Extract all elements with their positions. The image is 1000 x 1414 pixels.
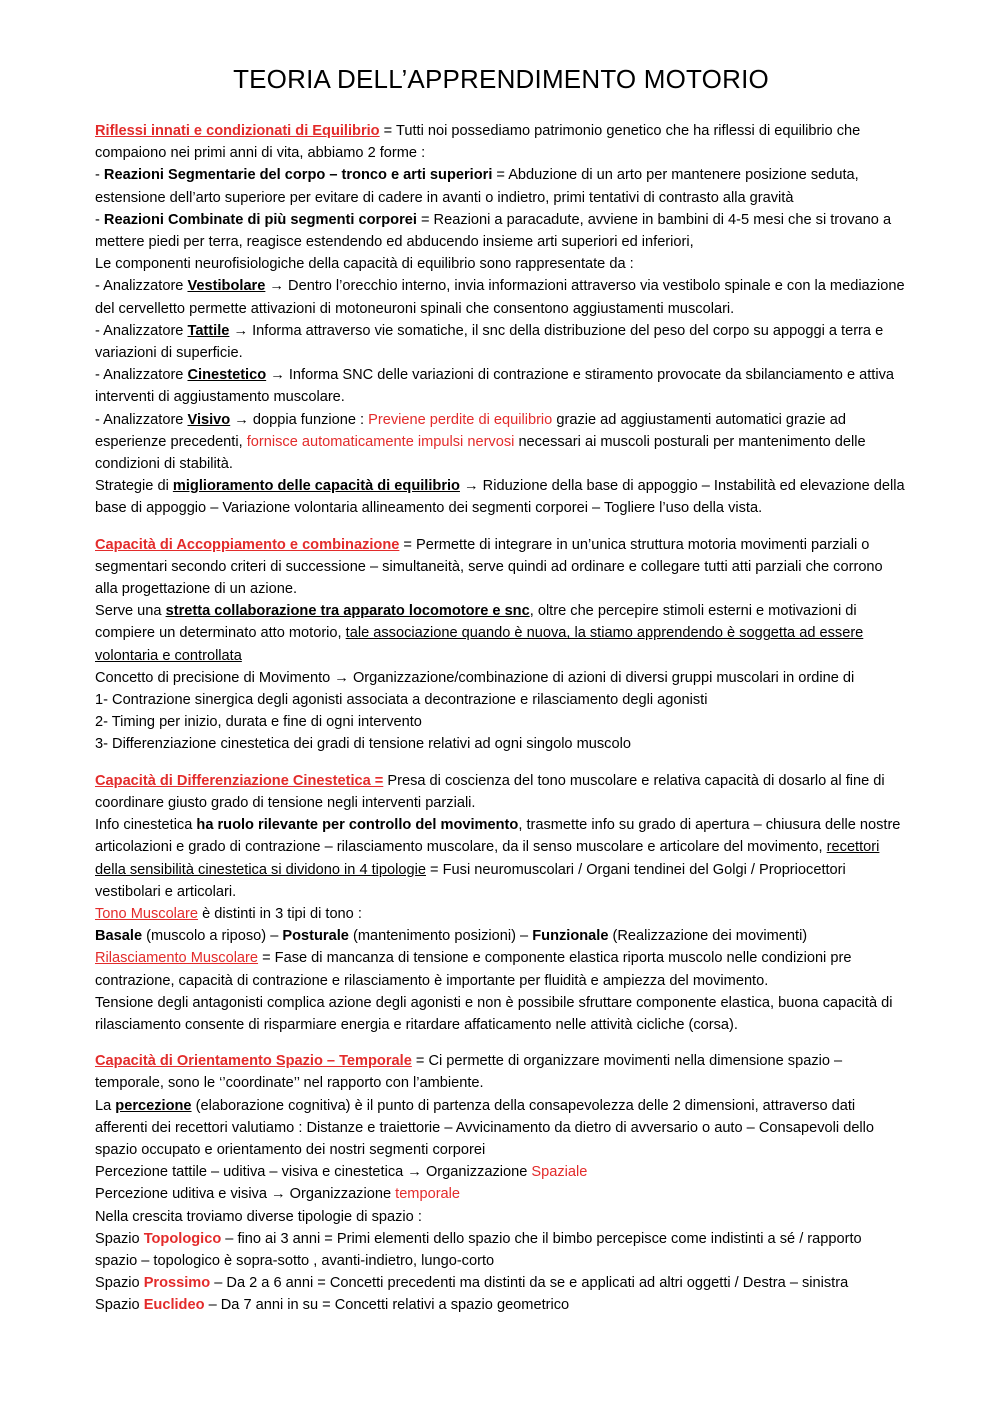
text-run: = Ci permette di organizzare movimenti nella dimensione spazio – temporale, sono le ‘’coordinate’’ nel rapporto con l’ambiente. <box>95 1053 843 1092</box>
text-run: Spazio <box>95 1297 144 1314</box>
section-equilibrio <box>95 120 907 520</box>
text-run: = Reazioni a paracadute, avviene in bambini di 4-5 mesi che si trovano a mettere piedi per terra, reagisce estendendo ed abducendo insieme arti superiori ed inferiori, <box>95 211 892 251</box>
list-item: 2- Timing per inizio, durata e fine di ogni intervento <box>95 714 422 731</box>
text-run: Serve una <box>95 603 166 620</box>
text-run: Info cinestetica <box>95 817 197 834</box>
paragraph-analizzatore-vestibolare <box>95 275 907 319</box>
text-run: - Analizzatore <box>95 411 188 428</box>
text-run: La <box>95 1097 116 1114</box>
list-item: 3- Differenziazione cinestetica dei gradi di tensione relativi ad ogni singolo muscolo <box>95 736 631 753</box>
paragraph-percezione-temporale <box>95 1183 907 1205</box>
text-run: Percezione tattile – uditiva – visiva e cinestetica → Organizzazione <box>95 1164 532 1181</box>
page-title: TEORIA DELL’APPRENDIMENTO MOTORIO <box>233 64 769 94</box>
paragraph-reazioni-segmentarie <box>95 164 907 208</box>
text-run: – Da 7 anni in su = Concetti relativi a spazio geometrico <box>204 1297 570 1314</box>
text-run: → Riduzione della base di appoggio – Instabilità ed elevazione della base di appoggio – Variazione volontaria allineamento dei segmenti corporei – Togliere l’uso della vista. <box>95 478 905 517</box>
text-run: recettori della sensibilità cinestetica si dividono in 4 tipologie <box>95 839 880 878</box>
paragraph-tensione: Tensione degli antagonisti complica azione degli agonisti e non è possibile sfruttare componente elastica, buona capacità di rilasciamento consente di risparmiare energia e ritardare affaticamento nelle attività cicliche (corsa). <box>95 994 893 1033</box>
text-run: Spazio <box>95 1230 144 1247</box>
document-page <box>95 62 907 1331</box>
text-run: tale associazione quando è nuova, la stiamo apprendendo è soggetta ad essere volontaria e controllata <box>95 625 864 664</box>
text-run: – fino ai 3 anni = Primi elementi dello spazio che il bimbo percepisce come indistinti a sé / rapporto spazio – topologico è sopra-sotto , avanti-indietro, lungo-corto <box>95 1230 862 1269</box>
paragraph-strategie <box>95 475 907 519</box>
paragraph-tipi-tono <box>95 925 907 947</box>
text-run: Spazio <box>95 1275 144 1292</box>
section-orientamento <box>95 1050 907 1316</box>
text-run: temporale <box>395 1186 461 1203</box>
text-run: miglioramento delle capacità di equilibrio <box>172 478 460 495</box>
text-run: = Permette di integrare in un’unica struttura motoria movimenti parziali o segmentari secondo criteri di successione – simultaneità, serve quindi ad ordinare e collegare tutti atti parziali che corrono alla progettazione di un azione. <box>95 536 883 598</box>
text-run: Presa di coscienza del tono muscolare e relativa capacità di dosarlo al fine di coordinare giusto grado di tensione negli interventi parziali. <box>95 772 885 811</box>
text-run: Prossimo <box>143 1275 211 1292</box>
text-run: Visivo <box>187 411 231 428</box>
paragraph-orientamento-intro <box>95 1050 907 1094</box>
text-run: Cinestetico <box>187 367 267 384</box>
text-run: , trasmette info su grado di apertura – chiusura delle nostre articolazioni e grado di contrazione – rilasciamento muscolare, da il senso muscolare e articolare del movimento, <box>95 817 901 856</box>
paragraph-spazio-prossimo <box>95 1272 907 1294</box>
paragraph-analizzatore-tattile <box>95 320 907 364</box>
text-run: → Dentro l’orecchio interno, invia informazioni attraverso via vestibolo spinale e con la mediazione del cervelletto permette attivazioni di motoneuroni spinali che consentono aggiustamenti muscolari. <box>95 278 905 317</box>
text-run: Strategie di <box>95 478 173 495</box>
text-run: , oltre che percepire stimoli esterni e motivazioni di compiere un determinato atto motorio, <box>95 603 857 642</box>
text-run: - Analizzatore <box>95 278 188 295</box>
paragraph-spazio-topologico <box>95 1228 907 1272</box>
paragraph-crescita: Nella crescita troviamo diverse tipologie di spazio : <box>95 1208 422 1225</box>
section-heading-differenziazione: Capacità di Differenziazione Cinestetica = <box>95 772 384 789</box>
paragraph-accoppiamento-intro <box>95 534 907 601</box>
text-run: = Abduzione di un arto per mantenere posizione seduta, estensione dell’arto superiore per evitare di cadere in avanti o indietro, primi tentativi di contrasto alla gravità <box>95 167 859 206</box>
text-run: Funzionale <box>532 928 609 945</box>
text-run: Vestibolare <box>187 278 266 295</box>
text-run: - <box>95 211 104 228</box>
section-heading-accoppiamento: Capacità di Accoppiamento e combinazione <box>95 536 400 553</box>
text-run: Topologico <box>143 1230 222 1247</box>
text-run: - Analizzatore <box>95 367 188 384</box>
text-run: Euclideo <box>143 1297 205 1314</box>
text-run: Spaziale <box>531 1164 588 1181</box>
text-run: Tono Muscolare <box>95 905 199 922</box>
paragraph-componenti: Le componenti neurofisiologiche della capacità di equilibrio sono rappresentate da : <box>95 256 634 273</box>
section-accoppiamento <box>95 534 907 756</box>
text-run: Basale <box>95 928 143 945</box>
paragraph-spazio-euclideo <box>95 1294 907 1316</box>
paragraph-percezione <box>95 1095 907 1162</box>
text-run: (mantenimento posizioni) – <box>348 928 533 945</box>
section-heading-orientamento: Capacità di Orientamento Spazio – Temporale <box>95 1053 412 1070</box>
paragraph-percezione-spaziale <box>95 1161 907 1183</box>
section-heading-equilibrio: Riflessi innati e condizionati di Equilibrio <box>95 123 380 139</box>
text-run: percezione <box>115 1097 192 1114</box>
text-run: – Da 2 a 6 anni = Concetti precedenti ma distinti da se e applicati ad altri oggetti / Destra – sinistra <box>210 1275 849 1292</box>
text-run: grazie ad aggiustamenti automatici grazie ad esperienze precedenti, <box>95 411 846 450</box>
text-run: - <box>95 167 104 184</box>
paragraph-equilibrio-intro <box>95 120 907 164</box>
text-run: ha ruolo rilevante per controllo del movimento <box>196 817 519 834</box>
section-differenziazione <box>95 770 907 1036</box>
text-run: fornisce automaticamente impulsi nervosi <box>246 433 515 450</box>
paragraph-precisione: Concetto di precisione di Movimento → Organizzazione/combinazione di azioni di diversi gruppi muscolari in ordine di <box>95 669 855 686</box>
text-run: → doppia funzione : <box>230 411 369 428</box>
text-run: necessari ai muscoli posturali per mantenimento delle condizioni di stabilità. <box>95 433 866 473</box>
text-run: (elaborazione cognitiva) è il punto di partenza della consapevolezza delle 2 dimensioni, attraverso dati afferenti dei recettori valutiamo : Distanze e traiettorie – Avvicinamento da dietro di avversario o auto – Consapevoli dello spazio occupato e orientamento dei nostri segmenti corporei <box>95 1097 875 1158</box>
text-run: → Informa attraverso vie somatiche, il snc della distribuzione del peso del corpo su appoggi a terra e variazioni di superficie. <box>95 322 884 362</box>
text-run: Tattile <box>187 322 230 339</box>
paragraph-analizzatore-visivo <box>95 409 907 476</box>
paragraph-collaborazione <box>95 600 907 667</box>
text-run: → Informa SNC delle variazioni di contrazione e stiramento provocate da sbilanciamento e attiva interventi di aggiustamento muscolare. <box>95 367 895 406</box>
text-run: = Fase di mancanza di tensione e componente elastica riporta muscolo nelle condizioni pre contrazione, capacità di contrazione e rilasciamento è importante per fluidità e ampiezza del movimento. <box>95 950 852 989</box>
paragraph-tono-muscolare <box>95 903 907 925</box>
paragraph-info-cinestetica <box>95 814 907 903</box>
text-run: (muscolo a riposo) – <box>142 928 283 945</box>
text-run: è distinti in 3 tipi di tono : <box>198 905 362 922</box>
paragraph-rilasciamento <box>95 947 907 991</box>
paragraph-analizzatore-cinestetico <box>95 364 907 408</box>
text-run: Percezione uditiva e visiva → Organizzazione <box>95 1186 396 1203</box>
text-run: Posturale <box>282 928 349 945</box>
text-run: Reazioni Segmentarie del corpo – tronco e arti superiori <box>103 167 493 184</box>
text-run: Rilasciamento Muscolare <box>95 950 259 967</box>
text-run: Previene perdite di equilibrio <box>368 411 553 428</box>
text-run: = Tutti noi possediamo patrimonio genetico che ha riflessi di equilibrio che compaiono nei primi anni di vita, abbiamo 2 forme : <box>95 123 861 162</box>
text-run: = Fusi neuromuscolari / Organi tendinei del Golgi / Propriocettori vestibolari e articolari. <box>95 861 846 900</box>
paragraph-reazioni-combinate <box>95 209 907 253</box>
text-run: (Realizzazione dei movimenti) <box>608 928 808 945</box>
text-run: - Analizzatore <box>95 322 188 339</box>
list-item: 1- Contrazione sinergica degli agonisti associata a decontrazione e rilasciamento degli agonisti <box>95 692 708 709</box>
paragraph-differenziazione-intro <box>95 770 907 814</box>
text-run: stretta collaborazione tra apparato locomotore e snc <box>165 603 530 620</box>
text-run: Reazioni Combinate di più segmenti corporei <box>103 211 417 228</box>
